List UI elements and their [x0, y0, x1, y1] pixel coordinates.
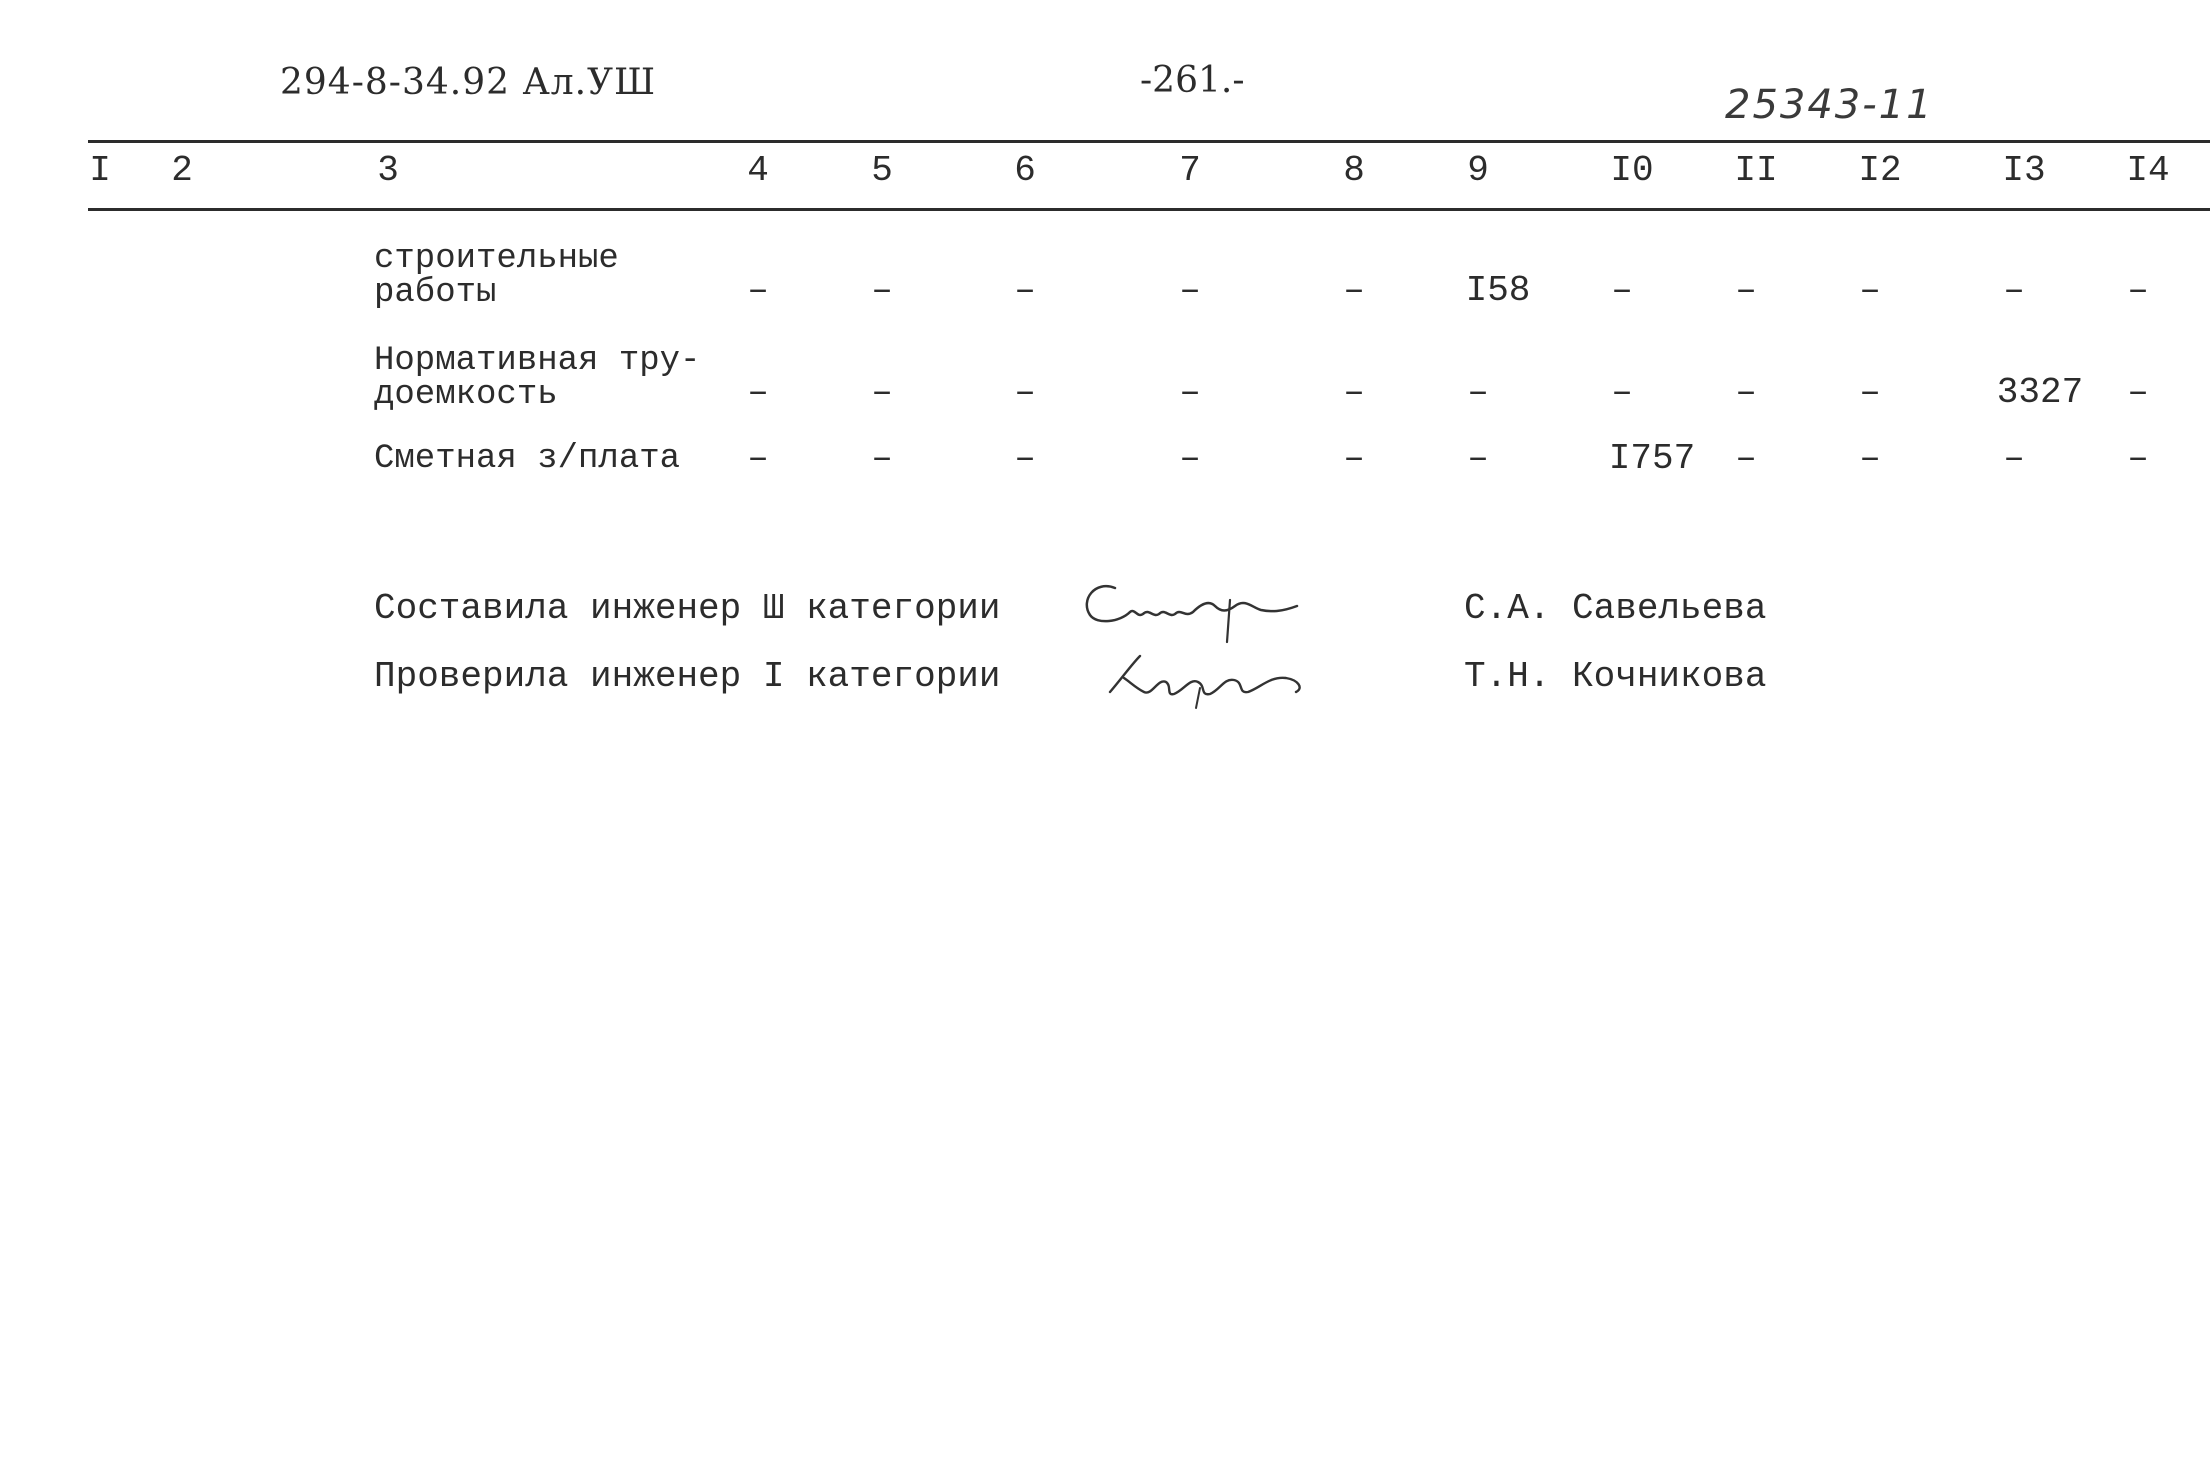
column-header-6: 6: [1014, 150, 1036, 191]
column-header-9: 9: [1467, 150, 1489, 191]
table-cell: –: [1179, 438, 1201, 479]
table-cell: –: [747, 372, 769, 413]
table-cell: –: [2003, 438, 2025, 479]
table-cell: –: [1467, 438, 1489, 479]
table-cell: –: [1735, 372, 1757, 413]
table-cell: –: [1014, 270, 1036, 311]
table-cell: –: [2127, 438, 2149, 479]
handwritten-number: 25343-11: [1725, 82, 1934, 128]
column-header-3: 3: [377, 150, 399, 191]
table-cell: –: [871, 270, 893, 311]
column-header-11: II: [1734, 150, 1778, 191]
table-cell: I757: [1608, 438, 1696, 479]
table-cell: –: [1179, 372, 1201, 413]
table-cell: –: [1859, 372, 1881, 413]
table-cell: –: [1179, 270, 1201, 311]
signature-mark-2: [1100, 648, 1320, 712]
table-cell: –: [1611, 372, 1633, 413]
table-cell: –: [1014, 438, 1036, 479]
table-cell: –: [1467, 372, 1489, 413]
table-cell: –: [1343, 372, 1365, 413]
checked-by-name: Т.Н. Кочникова: [1464, 656, 1767, 697]
table-cell: –: [1735, 438, 1757, 479]
column-header-12: I2: [1858, 150, 1902, 191]
table-cell: –: [747, 270, 769, 311]
table-cell: –: [747, 438, 769, 479]
table-cell: –: [1859, 270, 1881, 311]
table-cell: –: [871, 438, 893, 479]
table-top-rule: [88, 140, 2210, 143]
table-header-rule: [88, 208, 2210, 211]
column-header-5: 5: [871, 150, 893, 191]
compiled-by-name: С.А. Савельева: [1464, 588, 1767, 629]
table-cell: –: [1735, 270, 1757, 311]
checked-by-role: Проверила инженер I категории: [374, 656, 1001, 697]
column-header-7: 7: [1179, 150, 1201, 191]
column-header-1: I: [89, 150, 111, 191]
document-code: 294-8-34.92 Ал.УШ: [280, 62, 657, 103]
table-cell: 3327: [1996, 372, 2084, 413]
table-cell: –: [1611, 270, 1633, 311]
column-header-8: 8: [1343, 150, 1365, 191]
table-cell: I58: [1465, 270, 1531, 311]
column-header-10: I0: [1610, 150, 1654, 191]
table-cell: –: [1343, 438, 1365, 479]
row-label: строительные работы: [374, 240, 619, 312]
column-header-4: 4: [747, 150, 769, 191]
table-cell: –: [2127, 270, 2149, 311]
table-cell: –: [1859, 438, 1881, 479]
page-number: -261.-: [1140, 60, 1245, 101]
column-header-2: 2: [171, 150, 193, 191]
table-cell: –: [1014, 372, 1036, 413]
column-header-13: I3: [2002, 150, 2046, 191]
column-header-14: I4: [2126, 150, 2170, 191]
signature-mark-1: [1075, 570, 1315, 650]
table-cell: –: [2003, 270, 2025, 311]
compiled-by-role: Составила инженер Ш категории: [374, 588, 1001, 629]
row-label: Нормативная тру- доемкость: [374, 342, 701, 414]
row-label: Сметная з/плата: [374, 440, 681, 478]
table-cell: –: [1343, 270, 1365, 311]
table-cell: –: [2127, 372, 2149, 413]
table-cell: –: [871, 372, 893, 413]
